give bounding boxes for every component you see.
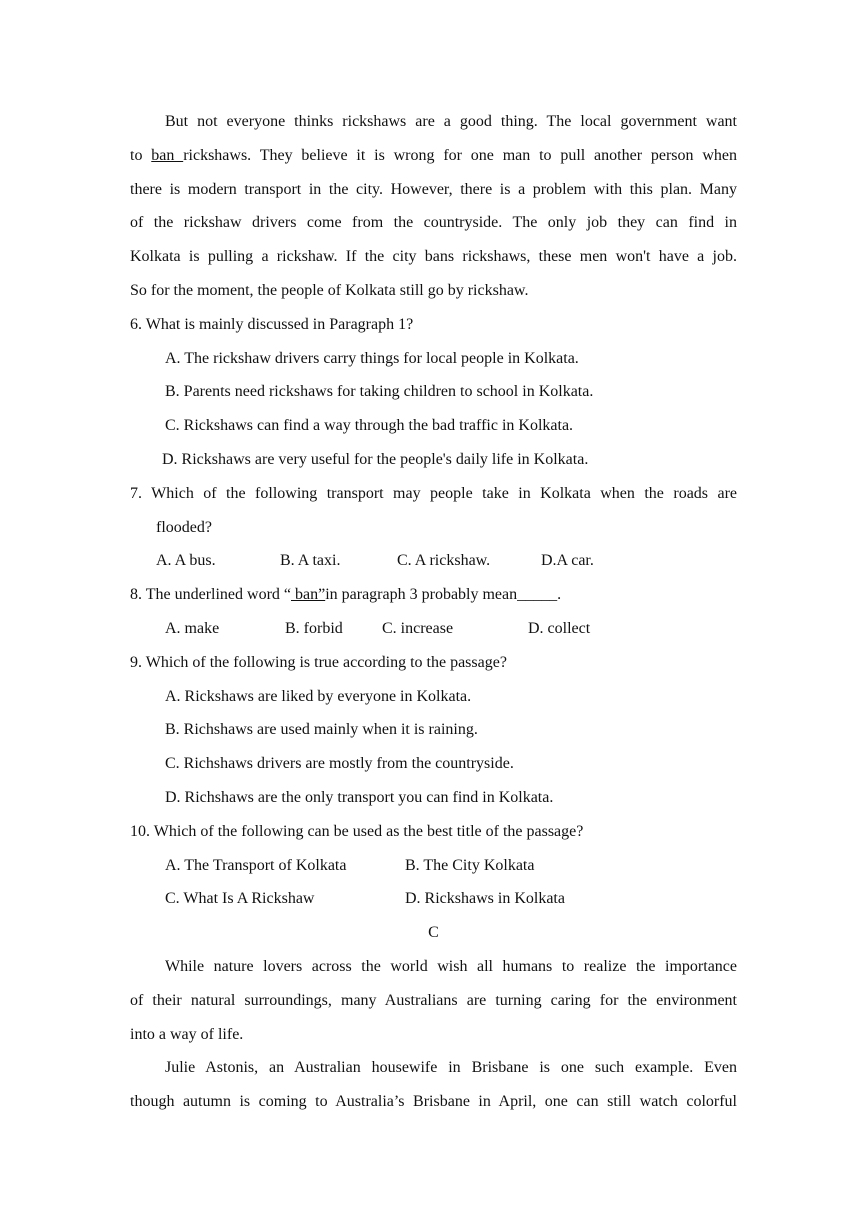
option-c: C. Rickshaws can find a way through the bad traffic in Kolkata.	[165, 417, 574, 435]
question-stem: 6. What is mainly discussed in Paragraph 1?	[130, 315, 414, 333]
paragraph-line: So for the moment, the people of Kolkata still go by rickshaw.	[130, 281, 529, 299]
question-10	[130, 815, 737, 916]
option-d: D.A car.	[541, 552, 594, 570]
question-7	[130, 477, 737, 578]
question-stem: 10. Which of the following can be used as the best title of the passage?	[130, 822, 584, 840]
line-rest: rickshaws. They believe it is wrong for one man to pull another person when	[183, 146, 737, 164]
paragraph-line: though autumn is coming to Australia’s Brisbane in April, one can still watch colorful	[130, 1093, 737, 1111]
option-b: B. forbid	[285, 619, 343, 637]
option-b: B. Parents need rickshaws for taking children to school in Kolkata.	[165, 383, 594, 401]
option-a: A. A bus.	[156, 552, 216, 570]
passage-c-paragraph-1	[130, 950, 737, 1051]
option-b: B. Richshaws are used mainly when it is raining.	[165, 721, 478, 739]
question-stem: 9. Which of the following is true according to the passage?	[130, 653, 507, 671]
paragraph-line: into a way of life.	[130, 1025, 244, 1043]
passage-c-paragraph-2	[130, 1051, 737, 1119]
option-c: C. What Is A Rickshaw	[165, 890, 315, 908]
question-9	[130, 646, 737, 815]
option-a: A. The rickshaw drivers carry things for local people in Kolkata.	[165, 349, 579, 367]
paragraph-line: of their natural surroundings, many Australians are turning caring for the environment	[130, 991, 737, 1009]
question-stem	[130, 578, 737, 612]
option-c: C. A rickshaw.	[397, 552, 491, 570]
option-b: B. A taxi.	[280, 552, 341, 570]
paragraph-line: of the rickshaw drivers come from the countryside. The only job they can find in	[130, 214, 737, 232]
paragraph-line: But not everyone thinks rickshaws are a good thing. The local government want	[165, 113, 737, 130]
section-heading: C	[428, 924, 439, 942]
options-row	[130, 849, 737, 883]
stem-after: in paragraph 3 probably mean_____.	[325, 586, 562, 604]
options-row	[130, 882, 737, 916]
question-6	[130, 308, 737, 477]
underlined-word-ban: ban	[151, 146, 184, 164]
paragraph-line: Kolkata is pulling a rickshaw. If the city bans rickshaws, these men won't have a job.	[130, 248, 737, 266]
question-stem-continued: flooded?	[156, 518, 212, 536]
line-prefix: to	[130, 146, 152, 164]
option-c: C. increase	[382, 619, 454, 637]
options-row	[130, 612, 737, 646]
option-d: D. Rickshaws in Kolkata	[405, 890, 565, 908]
passage-b-paragraph	[130, 105, 737, 308]
options-row	[130, 544, 737, 578]
paragraph-line: Julie Astonis, an Australian housewife in Brisbane is one such example. Even	[165, 1059, 737, 1077]
option-d: D. collect	[528, 619, 591, 637]
paragraph-line: there is modern transport in the city. However, there is a problem with this plan. Many	[130, 180, 737, 198]
option-a: A. Rickshaws are liked by everyone in Kolkata.	[165, 687, 472, 705]
option-a: A. The Transport of Kolkata	[165, 856, 347, 874]
document-content	[130, 105, 737, 1119]
question-stem: 7. Which of the following transport may people take in Kolkata when the roads are	[130, 484, 737, 502]
question-8	[130, 578, 737, 646]
option-d: D. Richshaws are the only transport you can find in Kolkata.	[165, 788, 554, 806]
option-b: B. The City Kolkata	[405, 856, 535, 874]
option-a: A. make	[165, 619, 220, 637]
paragraph-line	[130, 139, 737, 173]
underlined-word-ban: ban”	[291, 586, 326, 604]
paragraph-line: While nature lovers across the world wish all humans to realize the importance	[165, 957, 737, 975]
option-c: C. Richshaws drivers are mostly from the countryside.	[165, 755, 514, 773]
stem-before: 8. The underlined word “	[130, 586, 291, 604]
option-d: D. Rickshaws are very useful for the people's daily life in Kolkata.	[162, 450, 589, 468]
